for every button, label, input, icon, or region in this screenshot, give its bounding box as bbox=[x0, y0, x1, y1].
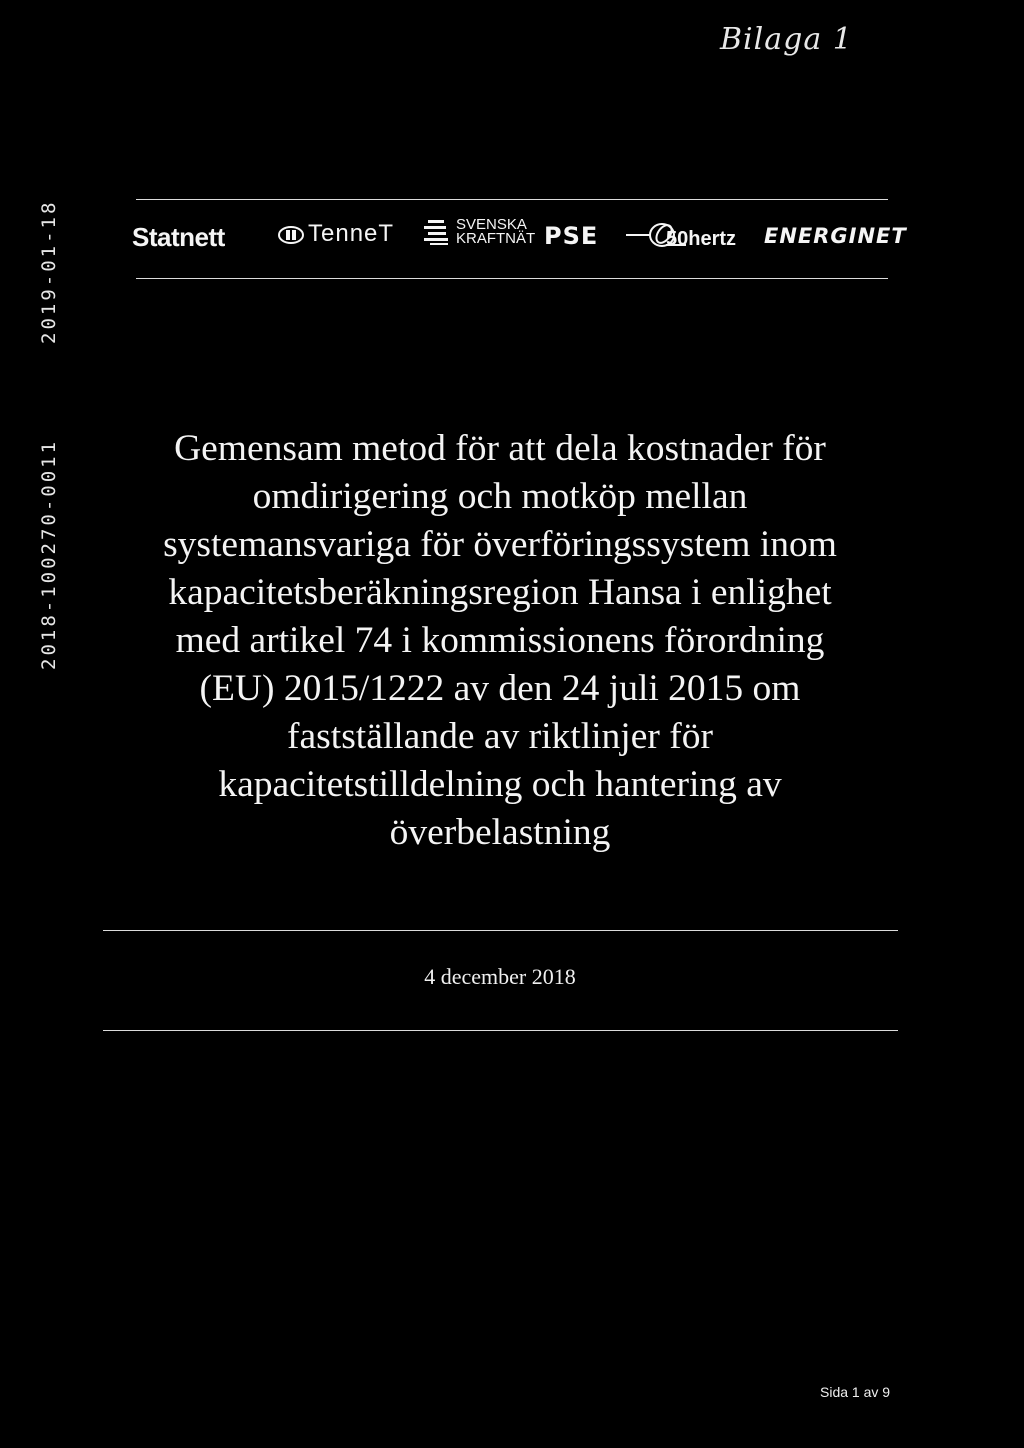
registration-number-stamp: 2018-100270-0011 bbox=[38, 438, 60, 670]
tennet-mark-icon bbox=[278, 224, 304, 244]
50hertz-logo bbox=[626, 218, 736, 252]
title-line: omdirigering och motköp mellan bbox=[252, 476, 748, 517]
pse-logo: PSE bbox=[544, 222, 599, 250]
svenska-kraftnat-mark-icon bbox=[422, 218, 450, 246]
energinet-logo: ENERGINET bbox=[764, 224, 907, 248]
svenska-kraftnat-line-1: SVENSKA bbox=[456, 216, 527, 233]
title-line: kapacitetsberäkningsregion Hansa i enlighet bbox=[168, 572, 832, 613]
svenska-kraftnat-logo bbox=[422, 218, 535, 246]
statnett-logo: Statnett bbox=[132, 222, 225, 252]
tennet-logo-text: TenneT bbox=[308, 220, 395, 247]
date-stamp: 2019-01-18 bbox=[38, 199, 60, 344]
svenska-kraftnat-line-2: KRAFTNÄT bbox=[456, 230, 536, 247]
title-line: (EU) 2015/1222 av den 24 juli 2015 om bbox=[199, 668, 801, 709]
document-title bbox=[110, 425, 890, 857]
document-date: 4 december 2018 bbox=[424, 964, 576, 989]
tennet-logo bbox=[278, 220, 394, 248]
handwritten-annotation: Bilaga 1 bbox=[720, 22, 853, 57]
date-band-bottom-rule bbox=[103, 1030, 898, 1031]
title-line: Gemensam metod för att dela kostnader för bbox=[174, 428, 826, 469]
page-number: Sida 1 av 9 bbox=[820, 1384, 891, 1400]
title-line: överbelastning bbox=[389, 812, 611, 853]
title-line: kapacitetstilldelning och hantering av bbox=[218, 764, 782, 805]
logo-band-bottom-rule bbox=[136, 278, 888, 279]
logo-band-top-rule bbox=[136, 199, 888, 200]
date-band-top-rule bbox=[103, 930, 898, 931]
title-line: med artikel 74 i kommissionens förordning bbox=[175, 620, 825, 661]
title-line: systemansvariga för överföringssystem inom bbox=[163, 524, 837, 565]
title-line: fastställande av riktlinjer för bbox=[287, 716, 713, 757]
tso-logo-bar bbox=[130, 212, 907, 268]
50hertz-logo-text: 50hertz bbox=[666, 227, 737, 250]
